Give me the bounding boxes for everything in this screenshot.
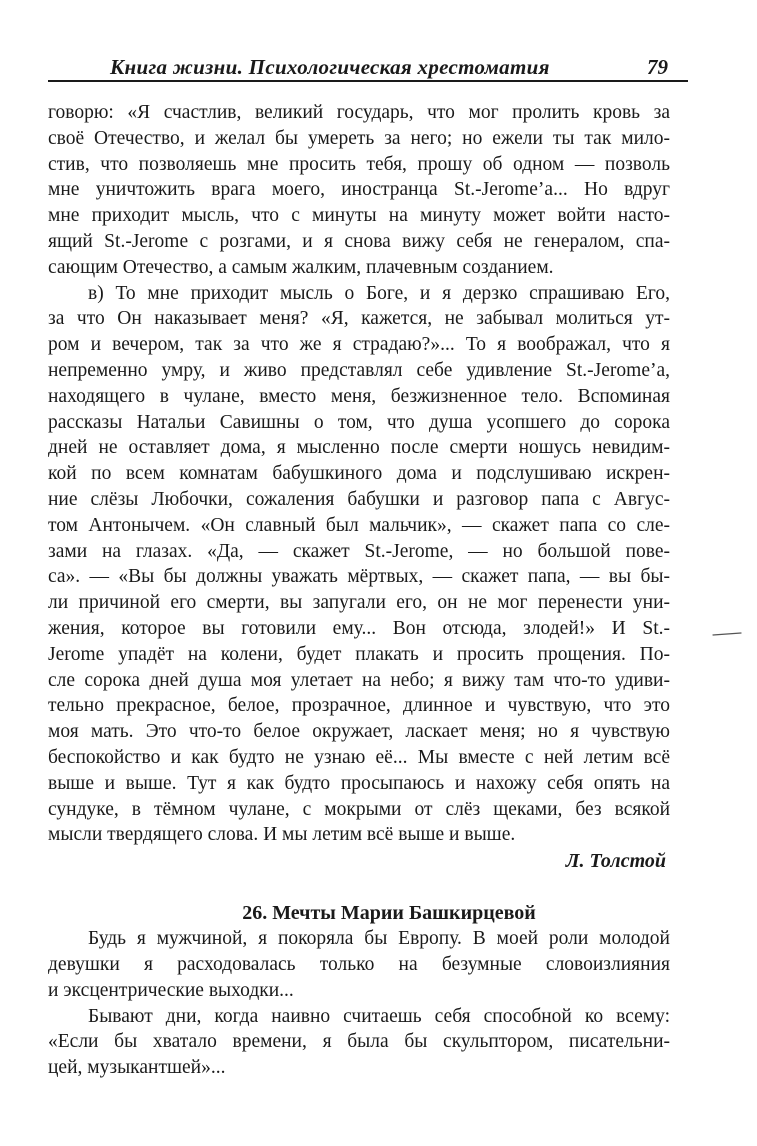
text-line: са». — «Вы бы должны уважать мёртвых, — скажет папа, — вы бы- xyxy=(48,566,670,588)
text-line: непременно умру, и живо представлял себе удивление St.-Jerome’а, xyxy=(48,359,670,381)
paragraph-section-1 xyxy=(48,926,670,1003)
text-line: ли причиной его смерти, вы запугали его, он не мог перенести уни- xyxy=(48,592,670,614)
author-signature: Л. Толстой xyxy=(565,850,666,873)
text-line: мысли твердящего слова. И мы летим всё выше и выше. xyxy=(48,824,516,846)
text-line: сающим Отечество, а самым жалким, плачевным созданием. xyxy=(48,256,554,278)
text-line: за что Он наказывает меня? «Я, кажется, не забывал молиться ут- xyxy=(48,308,670,330)
text-line: ние слёзы Любочки, сожаления бабушки и разговор папа с Авгус- xyxy=(48,488,670,510)
text-line: сундуке, в тёмном чулане, с мокрыми от слёз щеками, без всякой xyxy=(48,798,670,820)
text-line: беспокойство и как будто не узнаю её... Мы вместе с ней летим всё xyxy=(48,746,670,768)
paragraph-continuation xyxy=(48,100,670,281)
text-line: мне уничтожить врага моего, иностранца St.-Jerome’а... Но вдруг xyxy=(48,179,670,201)
text-line: жения, которое вы готовили ему... Вон отсюда, злодей!» И St.- xyxy=(48,617,670,639)
text-line: находящего в чулане, вместо меня, безжизненное тело. Вспоминая xyxy=(48,385,670,407)
running-title: Книга жизни. Психологическая хрестоматия xyxy=(110,55,550,79)
text-line: кой по всем комнатам бабушкиного дома и подслушиваю искрен- xyxy=(48,463,670,485)
text-line: говорю: «Я счастлив, великий государь, что мог пролить кровь за xyxy=(48,102,670,123)
text-line: зами на глазах. «Да, — скажет St.-Jerome, — но большой пове- xyxy=(48,540,670,562)
text-line: том Антонычем. «Он славный был мальчик», — скажет папа со сле- xyxy=(48,514,670,536)
text-line: Jerome упадёт на колени, будет плакать и просить прощения. По- xyxy=(48,643,670,665)
text-line: «Если бы хватало времени, я была бы скульптором, писательни- xyxy=(48,1031,670,1053)
text-line: выше и выше. Тут я как будто просыпаюсь и нахожу себя опять на xyxy=(48,772,670,794)
page-number: 79 xyxy=(647,55,668,79)
text-line: своё Отечество, и желал бы умереть за него; но ежели ты так мило- xyxy=(48,127,670,149)
text-line: моя мать. Это что-то белое окружает, ласкает меня; но я чувствую xyxy=(48,721,670,743)
text-line: и эксцентрические выходки... xyxy=(48,979,294,1001)
text-line: ящий St.-Jerome с розгами, и я снова вижу себя не генералом, спа- xyxy=(48,230,670,252)
text-line: цей, музыкантшей»... xyxy=(48,1057,226,1079)
running-header xyxy=(48,52,688,82)
text-line: дней не оставляет дома, я мысленно после смерти ношусь невидим- xyxy=(48,437,670,459)
text-line: девушки я расходовалась только на безумные словоизлияния xyxy=(48,953,670,975)
text-line: стив, что позволяешь мне просить тебя, прошу об одном — позволь xyxy=(48,153,670,175)
text-line: Будь я мужчиной, я покоряла бы Европу. В моей роли молодой xyxy=(88,928,670,950)
text-line: тельно прекрасное, белое, прозрачное, длинное и чувствую, что это xyxy=(48,695,670,717)
paragraph-section-2 xyxy=(48,1004,670,1081)
text-line: в) То мне приходит мысль о Боге, и я дерзко спрашиваю Его, xyxy=(88,282,670,304)
text-line: сле сорока дней душа моя улетает на небо; я вижу там что-то удиви- xyxy=(48,669,670,691)
section-heading: 26. Мечты Марии Башкирцевой xyxy=(242,902,536,925)
text-line: Бывают дни, когда наивно считаешь себя способной ко всему: xyxy=(88,1005,670,1027)
text-line: мне приходит мысль, что с минуты на минуту может войти насто- xyxy=(48,205,670,227)
text-line: ром и вечером, так за что же я страдаю?»... То я воображал, что я xyxy=(48,334,670,356)
margin-pencil-mark xyxy=(712,632,742,636)
text-line: рассказы Натальи Савишны о том, что душа усопшего до сорока xyxy=(48,411,670,433)
page-body xyxy=(48,100,670,1081)
paragraph-v xyxy=(48,281,670,849)
